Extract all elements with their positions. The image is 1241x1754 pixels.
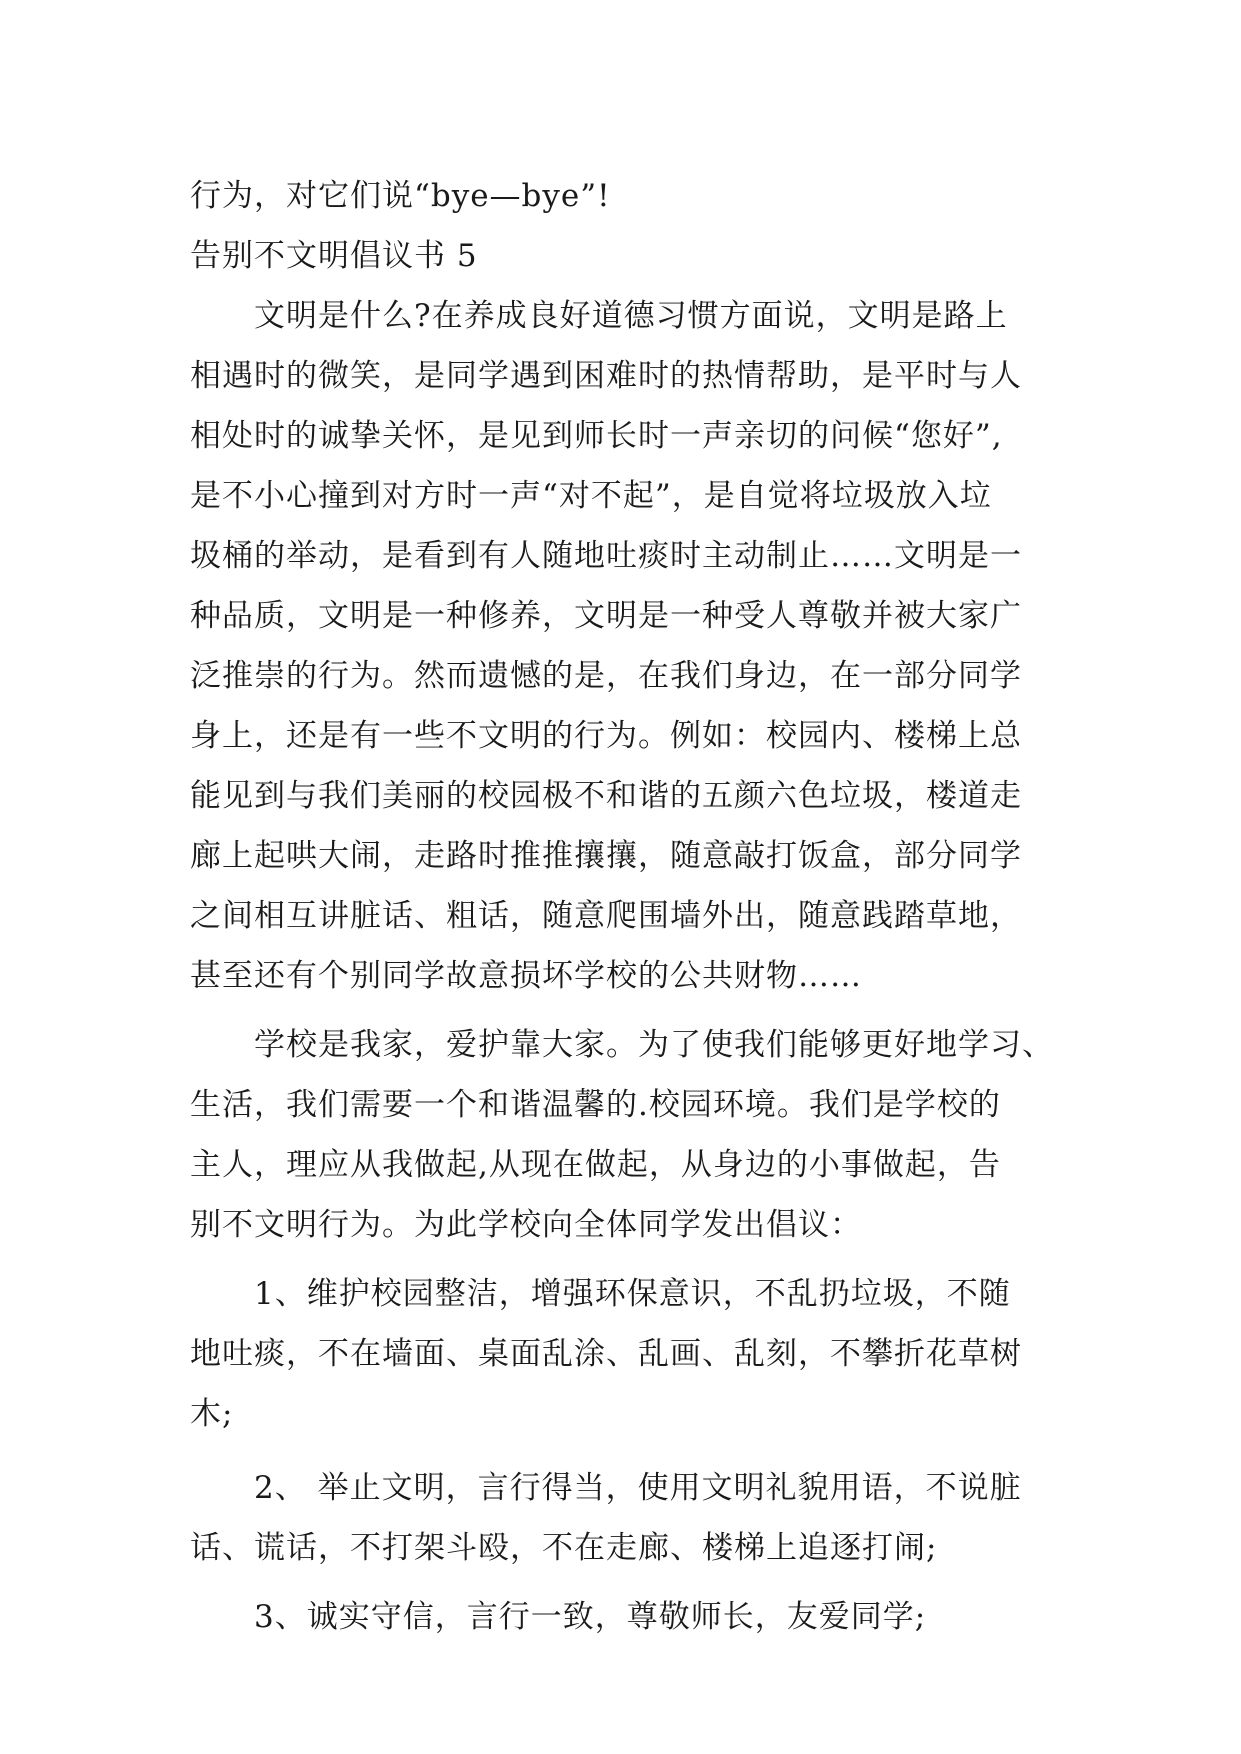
section-title: 告别不文明倡议书 5 xyxy=(190,238,478,274)
text-line: 文明是什么?在养成良好道德习惯方面说，文明是路上 xyxy=(254,298,1008,334)
text-line: 甚至还有个别同学故意损坏学校的公共财物…… xyxy=(190,958,862,994)
text-line: 是不小心撞到对方时一声“对不起”，是自觉将垃圾放入垃 xyxy=(190,478,992,514)
text-line: 木; xyxy=(190,1396,234,1432)
text-line: 能见到与我们美丽的校园极不和谐的五颜六色垃圾，楼道走 xyxy=(190,778,1022,814)
text-line: 主人，理应从我做起,从现在做起，从身边的小事做起，告 xyxy=(190,1147,1001,1183)
text-line: 地吐痰，不在墙面、桌面乱涂、乱画、乱刻，不攀折花草树 xyxy=(190,1336,1022,1372)
text-line: 种品质，文明是一种修养，文明是一种受人尊敬并被大家广 xyxy=(190,598,1022,634)
text-line: 话、谎话，不打架斗殴，不在走廊、楼梯上追逐打闹; xyxy=(190,1530,938,1566)
list-item-3: 3、诚实守信，言行一致，尊敬师长，友爱同学; xyxy=(254,1599,927,1635)
list-item-2: 2、 举止文明，言行得当，使用文明礼貌用语，不说脏 xyxy=(254,1470,1022,1506)
list-item-1: 1、维护校园整洁，增强环保意识，不乱扔垃圾，不随 xyxy=(254,1276,1011,1312)
text-line: 之间相互讲脏话、粗话，随意爬围墙外出，随意践踏草地， xyxy=(190,898,1022,934)
text-line: 相遇时的微笑，是同学遇到困难时的热情帮助，是平时与人 xyxy=(190,358,1022,394)
text-line: 廊上起哄大闹，走路时推推攘攘，随意敲打饭盒，部分同学 xyxy=(190,838,1022,874)
text-line: 别不文明行为。为此学校向全体同学发出倡议： xyxy=(190,1207,862,1243)
text-line: 泛推崇的行为。然而遗憾的是，在我们身边，在一部分同学 xyxy=(190,658,1022,694)
text-line: 学校是我家，爱护靠大家。为了使我们能够更好地学习、 xyxy=(254,1027,1054,1063)
document-body xyxy=(190,166,1052,1647)
text-line: 生活，我们需要一个和谐温馨的.校园环境。我们是学校的 xyxy=(190,1087,1001,1123)
text-line: 行为，对它们说“bye—bye”! xyxy=(190,178,611,214)
text-line: 身上，还是有一些不文明的行为。例如：校园内、楼梯上总 xyxy=(190,718,1022,754)
text-line: 圾桶的举动，是看到有人随地吐痰时主动制止……文明是一 xyxy=(190,538,1022,574)
text-line: 相处时的诚挚关怀，是见到师长时一声亲切的问候“您好”, xyxy=(190,418,1003,454)
